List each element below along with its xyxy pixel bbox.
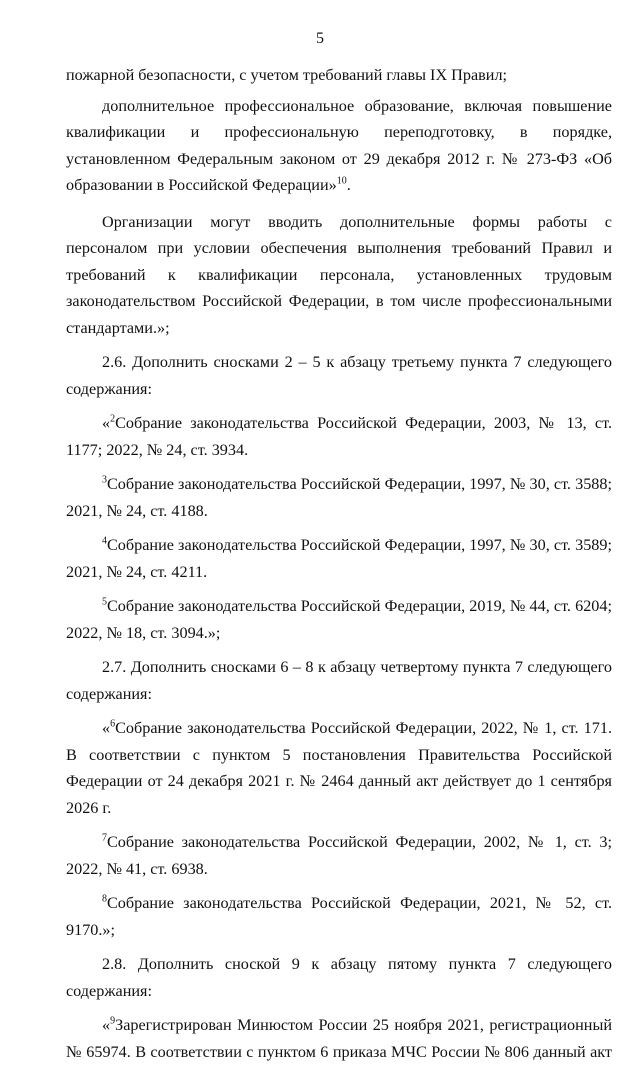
footnote-number: 6: [110, 718, 116, 730]
footnote-3: $^3$Собрание законодательства Российской Федерации, 1997, № 30, ст. 3588; 2021, № 24, ст. 4188.: [66, 474, 612, 520]
footnote-ref: 10: [336, 175, 347, 187]
paragraph-item-2-7: 2.7. Дополнить сносками 6 – 8 к абзацу четвертому пункта 7 следующего содержания:: [66, 658, 612, 703]
footnote-2: «$^2$Собрание законодательства Российской Федерации, 2003, № 13, ст. 1177; 2022, № 24, ст. 3934.: [66, 413, 612, 459]
footnote-7: $^7$Собрание законодательства Российской Федерации, 2002, № 1, ст. 3; 2022, № 41, ст. 6938.: [66, 832, 612, 878]
footnote-number: 7: [102, 832, 107, 844]
document-body: [66, 62, 612, 1065]
page-number: 5: [316, 30, 324, 47]
footnote-number: 2: [110, 413, 116, 425]
paragraph-item-2-8: 2.8. Дополнить сноской 9 к абзацу пятому пункта 7 следующего содержания:: [66, 955, 612, 1000]
footnote-4: $^4$Собрание законодательства Российской Федерации, 1997, № 30, ст. 3589; 2021, № 24, ст. 4211.: [66, 535, 612, 581]
footnote-number: 3: [102, 474, 107, 486]
footnote-8: $^8$Собрание законодательства Российской Федерации, 2021, № 52, ст. 9170.»;: [66, 893, 612, 939]
paragraph-item-2-6: 2.6. Дополнить сносками 2 – 5 к абзацу третьему пункта 7 следующего содержания:: [66, 353, 612, 398]
footnote-number: 4: [102, 535, 107, 547]
footnote-number: 9: [110, 1015, 116, 1027]
paragraph-3: Организации могут вводить дополнительные формы работы с персоналом при условии обеспечения выполнения требований Правил и требований к квалификации персонала, установленных трудовым законодательством Российской Федерации, в том числе профессиональными стандартами.»;: [66, 212, 612, 337]
footnote-number: 5: [102, 596, 107, 608]
footnote-number: 8: [102, 893, 107, 905]
footnote-5: $^5$Собрание законодательства Российской Федерации, 2019, № 44, ст. 6204; 2022, № 18, ст. 3094.»;: [66, 596, 612, 642]
paragraph-2: дополнительное профессиональное образование, включая повышение квалификации и профессиональную переподготовку, в порядке, установленном Федеральным законом от 29 декабря 2012 г. № 273-ФЗ «Об образовании в Российской Федерации»$^{10}$.: [66, 96, 612, 194]
paragraph-1: пожарной безопасности, с учетом требований главы IX Правил;: [66, 66, 508, 84]
footnote-9: «$^9$Зарегистрирован Минюстом России 25 ноября 2021, регистрационный № 65974. В соответствии с пунктом 6 приказа МЧС России № 806 данный акт: [66, 1015, 612, 1061]
footnote-6: «$^6$Собрание законодательства Российской Федерации, 2022, № 1, ст. 171. В соответствии с пунктом 5 постановления Правительства Российской Федерации от 24 декабря 2021 г. № 2464 данный акт действует до 1 сентября 2026 г.: [66, 718, 612, 817]
